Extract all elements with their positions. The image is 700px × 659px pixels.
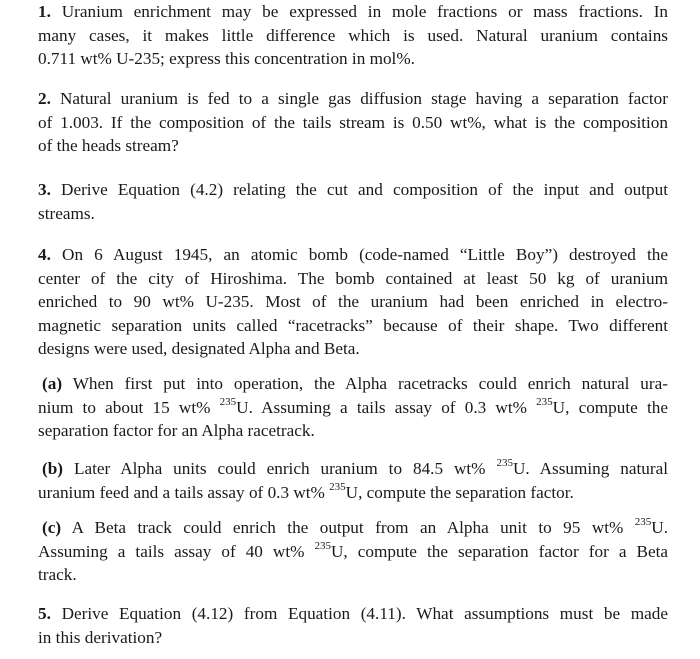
problem-2 [38, 87, 668, 158]
problem-2-line-3: of the heads stream? [38, 136, 179, 155]
problem-5-line-2: in this derivation? [38, 627, 163, 647]
part-c-line-2: Assuming a tails assay of 40 wt% $^{235}$U, compute the separation factor for a Beta [38, 539, 668, 561]
problem-3 [38, 178, 668, 225]
problem-1-line-3: 0.711 wt% U-235; express this concentration in mol%. [38, 49, 415, 68]
part-label: (b) [42, 459, 64, 478]
problem-number: 5. [38, 604, 51, 623]
problem-2-line-2: of 1.003. If the composition of the tails stream is 0.50 wt%, what is the composition [38, 112, 668, 132]
part-c-line-3: track. [38, 565, 77, 584]
problem-4 [38, 243, 668, 361]
part-b-line-2: uranium feed and a tails assay of 0.3 wt% $^{235}$U, compute the separation factor. [38, 480, 574, 502]
problem-4-line-3: enriched to 90 wt% U-235. Most of the uranium had been enriched in electro- [38, 292, 668, 311]
problem-3-line-1: 3. Derive Equation (4.2) relating the cut and composition of the input and output [38, 180, 669, 199]
problem-4-part-b [38, 457, 668, 504]
problem-1 [38, 0, 668, 71]
part-a-line-3: separation factor for an Alpha racetrack. [38, 421, 315, 440]
part-b-line-1: (b) Later Alpha units could enrich uranium to 84.5 wt% $^{235}$U. Assuming natural [42, 457, 668, 478]
problem-4-line-5: designs were used, designated Alpha and Beta. [38, 339, 360, 358]
problem-4-line-4: magnetic separation units called “racetracks” because of their shape. Two different [38, 315, 668, 335]
problem-4-line-1: 4. On 6 August 1945, an atomic bomb (code-named “Little Boy”) destroyed the [38, 245, 668, 264]
problem-5 [38, 602, 668, 649]
problem-3-line-2: streams. [38, 203, 95, 223]
problem-number: 1. [38, 2, 51, 21]
problem-1-line-1: 1. Uranium enrichment may be expressed in mole fractions or mass fractions. In [38, 2, 669, 21]
problem-4-line-2: center of the city of Hiroshima. The bomb contained at least 50 kg of uranium [38, 268, 668, 288]
problem-number: 4. [38, 245, 51, 264]
part-a-line-1: (a) When first put into operation, the Alpha racetracks could enrich natural ura- [42, 374, 668, 393]
problem-4-part-a [38, 372, 668, 443]
problem-2-line-1: 2. Natural uranium is fed to a single gas diffusion stage having a separation factor [38, 89, 668, 108]
problem-number: 2. [38, 89, 51, 108]
part-label: (c) [42, 518, 62, 537]
problem-1-line-2: many cases, it makes little difference which is used. Natural uranium contains [38, 25, 668, 45]
part-label: (a) [42, 374, 63, 393]
problem-4-part-c [38, 516, 668, 587]
part-c-line-1: (c) A Beta track could enrich the output from an Alpha unit to 95 wt% $^{235}$U. [42, 516, 668, 537]
part-a-line-2: nium to about 15 wt% $^{235}$U. Assuming a tails assay of 0.3 wt% $^{235}$U, compute the [38, 395, 668, 417]
problem-number: 3. [38, 180, 51, 199]
problem-5-line-1: 5. Derive Equation (4.12) from Equation (4.11). What assumptions must be made [38, 604, 668, 623]
